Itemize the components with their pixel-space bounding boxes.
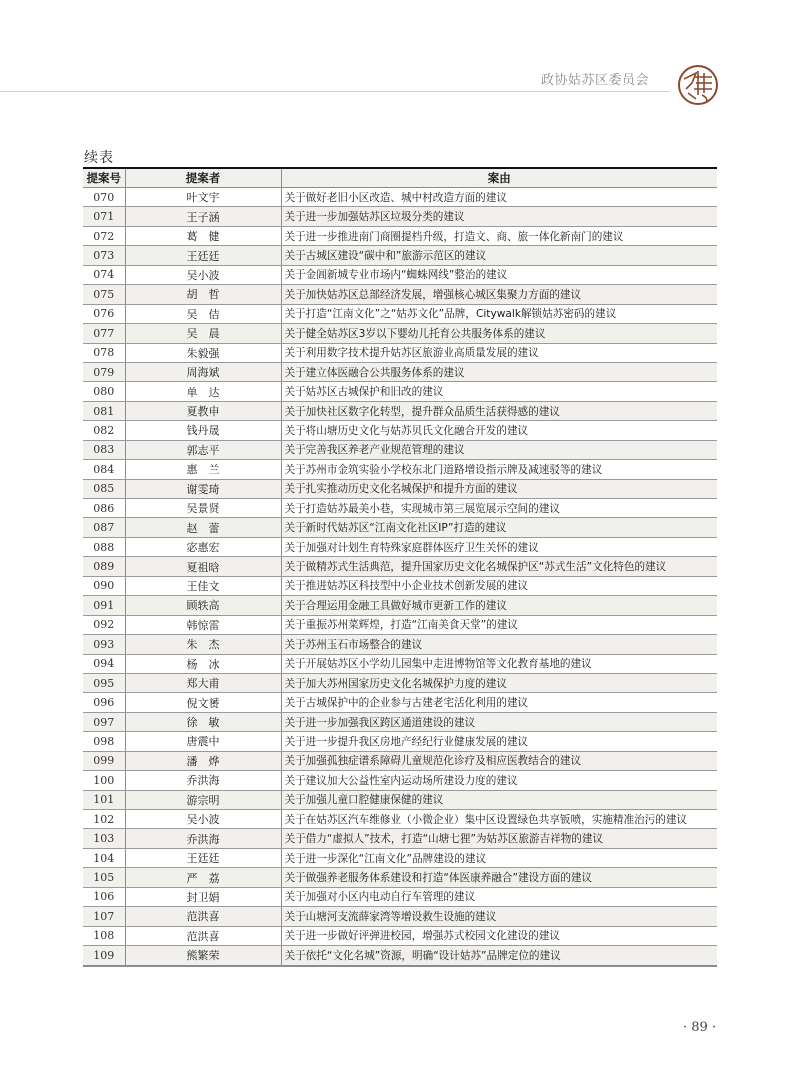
proposal-number: 100 [83, 771, 125, 790]
proposal-reason: 关于利用数字技术提升姑苏区旅游业高质量发展的建议 [281, 343, 717, 362]
table-caption: 续表 [84, 150, 114, 166]
proposal-reason: 关于合理运用金融工具做好城市更新工作的建议 [281, 596, 717, 615]
proposal-reason: 关于打造姑苏最美小巷，实现城市第三展览展示空间的建议 [281, 499, 717, 518]
proposal-number: 106 [83, 887, 125, 906]
table-row [83, 771, 717, 790]
proposer-name: 夏教申 [125, 401, 281, 420]
table-row [83, 265, 717, 284]
table-row [83, 712, 717, 731]
table-row [83, 673, 717, 692]
proposal-number: 099 [83, 751, 125, 770]
proposal-reason: 关于做好老旧小区改造、城中村改造方面的建议 [281, 188, 717, 207]
page-number: · 89 · [683, 1020, 717, 1035]
table-row [83, 946, 717, 966]
proposer-name: 单 达 [125, 382, 281, 401]
table-row [83, 751, 717, 770]
proposer-name: 倪文赟 [125, 693, 281, 712]
column-header-proposer: 提案者 [125, 168, 281, 188]
proposer-name: 唐震中 [125, 732, 281, 751]
proposer-name: 王廷廷 [125, 246, 281, 265]
table-row [83, 401, 717, 420]
table-row [83, 537, 717, 556]
proposal-number: 105 [83, 868, 125, 887]
table-header-row [83, 168, 717, 188]
table-row [83, 790, 717, 809]
proposal-reason: 关于加大苏州国家历史文化名城保护力度的建议 [281, 673, 717, 692]
table-row [83, 207, 717, 226]
proposal-reason: 关于古城区建设“碳中和”旅游示范区的建议 [281, 246, 717, 265]
proposal-reason: 关于扎实推动历史文化名城保护和提升方面的建议 [281, 479, 717, 498]
proposal-reason: 关于苏州市金筑实验小学校东北门道路增设指示牌及减速驳等的建议 [281, 460, 717, 479]
proposal-reason: 关于进一步加强我区跨区通道建设的建议 [281, 712, 717, 731]
proposal-number: 097 [83, 712, 125, 731]
header-rule [0, 91, 670, 92]
proposer-name: 葛 健 [125, 226, 281, 245]
proposal-number: 108 [83, 926, 125, 945]
proposal-number: 087 [83, 518, 125, 537]
proposal-reason: 关于依托“文化名城”资源，明确“设计姑苏”品牌定位的建议 [281, 946, 717, 966]
proposer-name: 惠 兰 [125, 460, 281, 479]
proposal-number: 077 [83, 324, 125, 343]
proposer-name: 韩惊雷 [125, 615, 281, 634]
proposal-reason: 关于金阊新城专业市场内“蜘蛛网线”整治的建议 [281, 265, 717, 284]
proposal-number: 084 [83, 460, 125, 479]
proposer-name: 徐 敏 [125, 712, 281, 731]
proposal-reason: 关于将山塘历史文化与姑苏贝氏文化融合开发的建议 [281, 421, 717, 440]
table-row [83, 362, 717, 381]
proposal-reason: 关于重振苏州菜辉煌，打造“江南美食天堂”的建议 [281, 615, 717, 634]
table-row [83, 576, 717, 595]
proposal-reason: 关于建议加大公益性室内运动场所建设力度的建议 [281, 771, 717, 790]
column-header-number: 提案号 [83, 168, 125, 188]
proposal-number: 070 [83, 188, 125, 207]
proposal-reason: 关于进一步推进南门商圈提档升级，打造文、商、旅一体化新南门的建议 [281, 226, 717, 245]
table-row [83, 440, 717, 459]
table-row [83, 596, 717, 615]
proposal-number: 102 [83, 810, 125, 829]
proposal-number: 072 [83, 226, 125, 245]
proposer-name: 夏祖晗 [125, 557, 281, 576]
proposal-reason: 关于进一步加强姑苏区垃圾分类的建议 [281, 207, 717, 226]
proposal-reason: 关于苏州玉石市场整合的建议 [281, 635, 717, 654]
proposer-name: 杨 冰 [125, 654, 281, 673]
table-row [83, 460, 717, 479]
proposer-name: 王佳文 [125, 576, 281, 595]
proposal-number: 091 [83, 596, 125, 615]
proposal-reason: 关于姑苏区古城保护和旧改的建议 [281, 382, 717, 401]
table-row [83, 343, 717, 362]
table-row [83, 732, 717, 751]
table-row [83, 557, 717, 576]
table-row [83, 615, 717, 634]
table-row [83, 907, 717, 926]
proposal-number: 088 [83, 537, 125, 556]
table-row [83, 304, 717, 323]
proposer-name: 谢雯琦 [125, 479, 281, 498]
proposal-reason: 关于建立体医融合公共服务体系的建议 [281, 362, 717, 381]
table-row [83, 810, 717, 829]
proposer-name: 王子涵 [125, 207, 281, 226]
proposal-number: 101 [83, 790, 125, 809]
proposal-number: 093 [83, 635, 125, 654]
proposal-reason: 关于加强儿童口腔健康保健的建议 [281, 790, 717, 809]
proposer-name: 胡 哲 [125, 285, 281, 304]
table-row [83, 654, 717, 673]
proposer-name: 游宗明 [125, 790, 281, 809]
table-row [83, 188, 717, 207]
table-row [83, 285, 717, 304]
column-header-reason: 案由 [281, 168, 717, 188]
proposer-name: 乔洪海 [125, 771, 281, 790]
proposal-reason: 关于加强对计划生育特殊家庭群体医疗卫生关怀的建议 [281, 537, 717, 556]
proposal-reason: 关于推进姑苏区科技型中小企业技术创新发展的建议 [281, 576, 717, 595]
proposer-name: 郭志平 [125, 440, 281, 459]
proposal-reason: 关于加强对小区内电动自行车管理的建议 [281, 887, 717, 906]
proposal-number: 104 [83, 848, 125, 867]
proposal-reason: 关于加快社区数字化转型，提升群众品质生活获得感的建议 [281, 401, 717, 420]
table-row [83, 479, 717, 498]
proposal-number: 076 [83, 304, 125, 323]
proposal-reason: 关于古城保护中的企业参与古建老宅活化利用的建议 [281, 693, 717, 712]
proposer-name: 朱 杰 [125, 635, 281, 654]
proposer-name: 严 荔 [125, 868, 281, 887]
proposer-name: 吴 晨 [125, 324, 281, 343]
table-row [83, 926, 717, 945]
proposal-number: 071 [83, 207, 125, 226]
proposal-number: 082 [83, 421, 125, 440]
gusu-emblem-icon [676, 63, 720, 107]
proposer-name: 王廷廷 [125, 848, 281, 867]
table-row [83, 518, 717, 537]
header-organization: 政协姑苏区委员会 [540, 73, 649, 88]
table-row [83, 324, 717, 343]
proposal-number: 074 [83, 265, 125, 284]
proposer-name: 周海斌 [125, 362, 281, 381]
proposal-reason: 关于在姑苏区汽车维修业（小微企业）集中区设置绿色共享钣喷，实施精准治污的建议 [281, 810, 717, 829]
proposer-name: 潘 烨 [125, 751, 281, 770]
table-row [83, 246, 717, 265]
proposer-name: 熊繁荣 [125, 946, 281, 966]
table-row [83, 226, 717, 245]
table-row [83, 829, 717, 848]
proposer-name: 钱丹晟 [125, 421, 281, 440]
proposer-name: 吴景贤 [125, 499, 281, 518]
proposal-number: 080 [83, 382, 125, 401]
proposal-number: 098 [83, 732, 125, 751]
proposer-name: 叶文宇 [125, 188, 281, 207]
proposal-reason: 关于借力“虚拟人”技术，打造“山塘七狸”为姑苏区旅游吉祥物的建议 [281, 829, 717, 848]
proposal-number: 090 [83, 576, 125, 595]
proposer-name: 吴 佶 [125, 304, 281, 323]
proposal-number: 078 [83, 343, 125, 362]
table-row [83, 499, 717, 518]
proposal-reason: 关于做强养老服务体系建设和打造“体医康养融合”建设方面的建议 [281, 868, 717, 887]
proposer-name: 郑大甫 [125, 673, 281, 692]
proposal-reason: 关于加强孤独症谱系障碍儿童规范化诊疗及相应医教结合的建议 [281, 751, 717, 770]
proposer-name: 范洪喜 [125, 907, 281, 926]
proposal-number: 089 [83, 557, 125, 576]
proposer-name: 乔洪海 [125, 829, 281, 848]
proposal-number: 083 [83, 440, 125, 459]
proposal-reason: 关于开展姑苏区小学幼儿园集中走进博物馆等文化教育基地的建议 [281, 654, 717, 673]
proposer-name: 封卫娟 [125, 887, 281, 906]
proposal-number: 096 [83, 693, 125, 712]
proposer-name: 赵 蕾 [125, 518, 281, 537]
table-row [83, 693, 717, 712]
proposal-number: 092 [83, 615, 125, 634]
proposal-number: 109 [83, 946, 125, 966]
table-row [83, 868, 717, 887]
proposer-name: 朱毅强 [125, 343, 281, 362]
proposal-reason: 关于做精苏式生活典范，提升国家历史文化名城保护区“苏式生活”文化特色的建议 [281, 557, 717, 576]
proposal-reason: 关于健全姑苏区3岁以下婴幼儿托育公共服务体系的建议 [281, 324, 717, 343]
proposal-reason: 关于进一步深化“江南文化”品牌建设的建议 [281, 848, 717, 867]
table-row [83, 421, 717, 440]
proposal-number: 107 [83, 907, 125, 926]
proposal-reason: 关于新时代姑苏区“江南文化社区IP”打造的建议 [281, 518, 717, 537]
proposal-number: 103 [83, 829, 125, 848]
proposer-name: 吴小波 [125, 810, 281, 829]
table-row [83, 887, 717, 906]
proposal-number: 085 [83, 479, 125, 498]
proposal-number: 095 [83, 673, 125, 692]
table-row [83, 382, 717, 401]
proposal-number: 075 [83, 285, 125, 304]
proposer-name: 顾轶高 [125, 596, 281, 615]
proposals-table [83, 167, 717, 967]
proposal-number: 073 [83, 246, 125, 265]
proposal-number: 081 [83, 401, 125, 420]
proposal-reason: 关于进一步提升我区房地产经纪行业健康发展的建议 [281, 732, 717, 751]
proposal-reason: 关于进一步做好评弹进校园，增强苏式校园文化建设的建议 [281, 926, 717, 945]
proposal-number: 079 [83, 362, 125, 381]
proposal-reason: 关于打造“江南文化”之“姑苏文化”品牌，Citywalk解锁姑苏密码的建议 [281, 304, 717, 323]
table-row [83, 635, 717, 654]
table-row [83, 848, 717, 867]
proposer-name: 宓惠宏 [125, 537, 281, 556]
proposal-reason: 关于加快姑苏区总部经济发展，增强核心城区集聚力方面的建议 [281, 285, 717, 304]
proposal-number: 086 [83, 499, 125, 518]
proposal-reason: 关于山塘河支流薛家湾等增设救生设施的建议 [281, 907, 717, 926]
proposer-name: 范洪喜 [125, 926, 281, 945]
proposer-name: 吴小波 [125, 265, 281, 284]
proposal-reason: 关于完善我区养老产业规范管理的建议 [281, 440, 717, 459]
proposal-number: 094 [83, 654, 125, 673]
